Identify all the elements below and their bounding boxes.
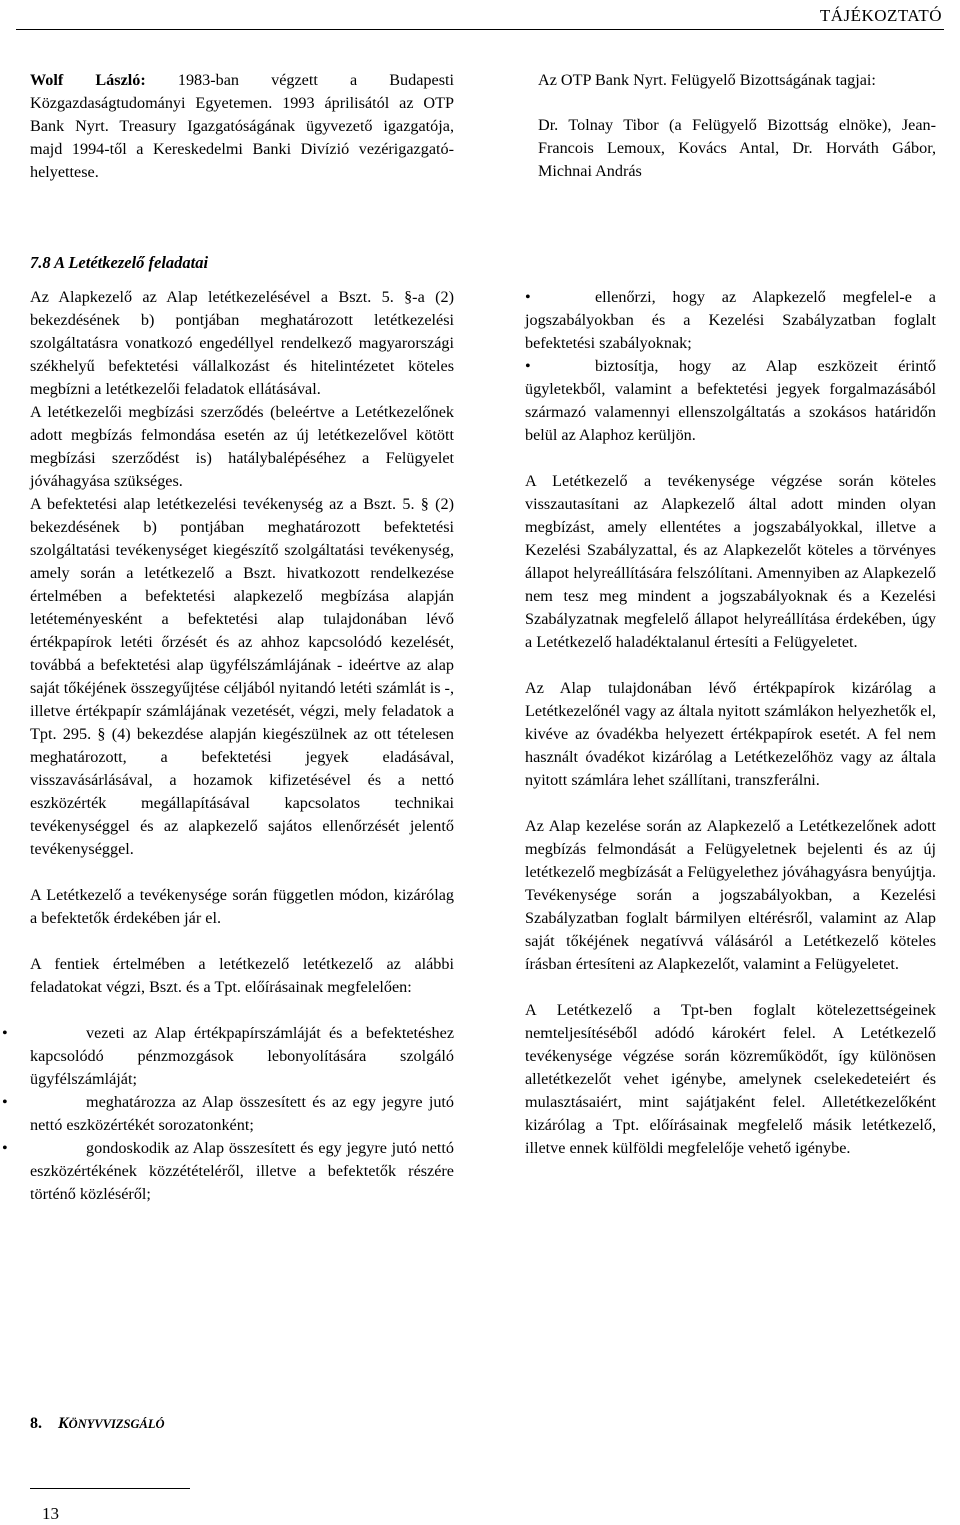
right-list-item-text: biztosítja, hogy az Alap eszközeit érintő ügyletekből, valamint a befektetési jegyek forgalmazásából származó valamennyi ellenszolgáltatás a szokásos határidőn belül az Alaphoz kerüljön. xyxy=(525,357,936,444)
right-paragraph-2: Az Alap tulajdonában lévő értékpapírok kizárólag a Letétkezelőnél vagy az általa nyitott számlákon helyezhetők el, kivéve az óvadékba helyezett értékpapírok esetét. A fel nem használt óvadékot kizárólag a Letétkezelőhöz vagy az általa nyitott számlára lehet szállítani, transzferálni. xyxy=(525,679,936,789)
bio-text: 1983-ban végzett a Budapesti Közgazdaságtudományi Egyetemen. 1993 áprilisától az OTP Bank Nyrt. Treasury Igazgatóságának ügyvezető igazgatója, majd 1994-től a Kereskedelmi Banki Divízió vezérigazgató-helyettese. xyxy=(30,71,454,181)
left-list-item-text: meghatározza az Alap összesített és az egy jegyre jutó nettó eszközértékét sorozatonként; xyxy=(30,1093,454,1134)
left-column xyxy=(2,286,454,1206)
bullet-icon: • xyxy=(525,288,531,306)
bullet-icon: • xyxy=(2,1093,8,1111)
page-header xyxy=(0,0,960,30)
next-section-initial: K xyxy=(58,1415,69,1432)
right-paragraph-1: A Letétkezelő a tevékenysége végzése során köteles visszautasítani az Alapkezelő által adott minden olyan megbízást, amely ellentétes a jogszabályokkal, illetve a Kezelési Szabályzattal, és az Alapkezelőt köteles a törvényes állapot helyreállítására felszólítani. Amennyiben az Alapkezelő nem tesz meg mindent a jogszabályoknak és a Kezelési Szabályzatnak megfelelő állapot helyreállítása érdekében, úgy a Letétkezelő haladéktalanul értesíti a Felügyeletet. xyxy=(525,472,936,651)
bullet-icon: • xyxy=(525,357,531,375)
header-divider xyxy=(16,29,944,30)
supervisory-members: Dr. Tolnay Tibor (a Felügyelő Bizottság elnöke), Jean-Francois Lemoux, Kovács Antal, Dr. Horváth Gábor, Michnai András xyxy=(538,116,936,180)
left-paragraph-4: A Letétkezelő a tevékenysége során független módon, kizárólag a befektetők érdekében jár el. xyxy=(30,886,454,927)
left-list-item-text: vezeti az Alap értékpapírszámláját és a befektetéshez kapcsolódó pénzmozgások lebonyolítására szolgáló ügyfélszámláját; xyxy=(30,1024,454,1088)
supervisory-heading: Az OTP Bank Nyrt. Felügyelő Bizottságának tagjai: xyxy=(538,71,876,89)
right-list-item xyxy=(525,355,936,447)
next-section-number: 8. xyxy=(30,1415,42,1432)
left-list-item-text: gondoskodik az Alap összesített és egy jegyre jutó nettó eszközértékének közzétételéről, illetve a befektetők részére történő közléséről; xyxy=(30,1139,454,1203)
document-title: TÁJÉKOZTATÓ xyxy=(819,6,942,25)
bullet-icon: • xyxy=(2,1139,8,1157)
left-paragraph-2: A letétkezelői megbízási szerződés (beleértve a Letétkezelőnek adott megbízás felmondása esetén az új letétkezelővel kötött megbízási szerződést is) hatálybalépéséhez a Felügyelet jóváhagyása szükséges. xyxy=(30,403,454,490)
bullet-icon: • xyxy=(2,1024,8,1042)
section-heading: 7.8 A Letétkezelő feladatai xyxy=(30,253,209,272)
bio-name: Wolf László: xyxy=(30,71,146,89)
right-paragraph-4: A Letétkezelő a Tpt-ben foglalt kötelezettségeinek nemteljesítéséből adódó károkért felel. A Letétkezelő tevékenysége végzése során közreműködőt, így különösen alletétkezelőt vehet igénybe, amelynek cselekedeteiért és mulasztásaiért, mint sajátjaként felel. Alletétkezelőként kizárólag a Tpt. előírásainak megfelelő másik letétkezelő, illetve ennek külföldi megfelelője vehető igénybe. xyxy=(525,1001,936,1157)
next-section-title: ÖNYVVIZSGÁLÓ xyxy=(68,1417,165,1431)
left-list-item xyxy=(2,1137,454,1206)
left-paragraph-3: A befektetési alap letétkezelési tevékenység az a Bszt. 5. § (2) bekezdésének b) pontjában meghatározott befektetési szolgáltatási tevékenységet kiegészítő szolgáltatási tevékenység, amely során a letétkezelő a Bszt. hivatkozott rendelkezése értelmében a befektetési alapkezelő megbízása alapján letéteményesként a befektetési alap tulajdonában lévő értékpapírok letéti őrzését és az ahhoz kapcsolódó kezelését, továbbá a befektetési alap ügyfélszámlájának - ideértve az alap saját tőkéjének összegyűjtése céljából nyitandó letéti számlát is -, illetve értékpapír számlájának vezetését, végzi, mely feladatok a Tpt. 295. § (4) bekezdése alapján kiegészülnek az ott tételesen meghatározott, a befektetési jegyek eladásával, visszavásárlásával, a hozamok kifizetésével és a nettó eszközérték megállapításával kapcsolatos technikai tevékenységgel és az alapkezelő sajátos ellenőrzését jelentő tevékenységgel. xyxy=(30,495,454,858)
left-list-item xyxy=(2,1091,454,1137)
footer-divider xyxy=(30,1488,190,1489)
left-paragraph-1: Az Alapkezelő az Alap letétkezelésével a Bszt. 5. §-a (2) bekezdésének b) pontjában meghatározott letétkezelési szolgáltatásra vonatkozó engedéllyel rendelkező magyarországi székhelyű befektetési vállalkozást és hitelintézetet köteles megbízni a letétkezelői feladatok ellátásával. xyxy=(30,288,454,398)
right-column xyxy=(525,286,936,1160)
page-number: 13 xyxy=(42,1504,59,1523)
supervisory-board-block xyxy=(538,69,936,183)
right-list-item-text: ellenőrzi, hogy az Alapkezelő megfelel-e a jogszabályokban és a Kezelési Szabályzatban foglalt befektetési szabályoknak; xyxy=(525,288,936,352)
left-list-item xyxy=(2,1022,454,1091)
right-list-item xyxy=(525,286,936,355)
right-paragraph-3: Az Alap kezelése során az Alapkezelő a Letétkezelőnek adott megbízás felmondását a Felügyeletnek bejelenti és az új letétkezelő megbízását a Felügyelethez jóváhagyásra benyújtja. Tevékenysége során a jogszabályokban, a Kezelési Szabályzatban foglalt bármilyen eltérésről, valamint az Alap saját tőkéjének negatívvá válásáról a Letétkezelő köteles írásban értesíteni az Alapkezelőt, valamint a Felügyeletet. xyxy=(525,817,936,973)
bio-block xyxy=(30,69,454,184)
next-section-heading xyxy=(30,1412,165,1436)
left-paragraph-5: A fentiek értelmében a letétkezelő letétkezelő az alábbi feladatokat végzi, Bszt. és a Tpt. előírásainak megfelelően: xyxy=(30,955,454,996)
